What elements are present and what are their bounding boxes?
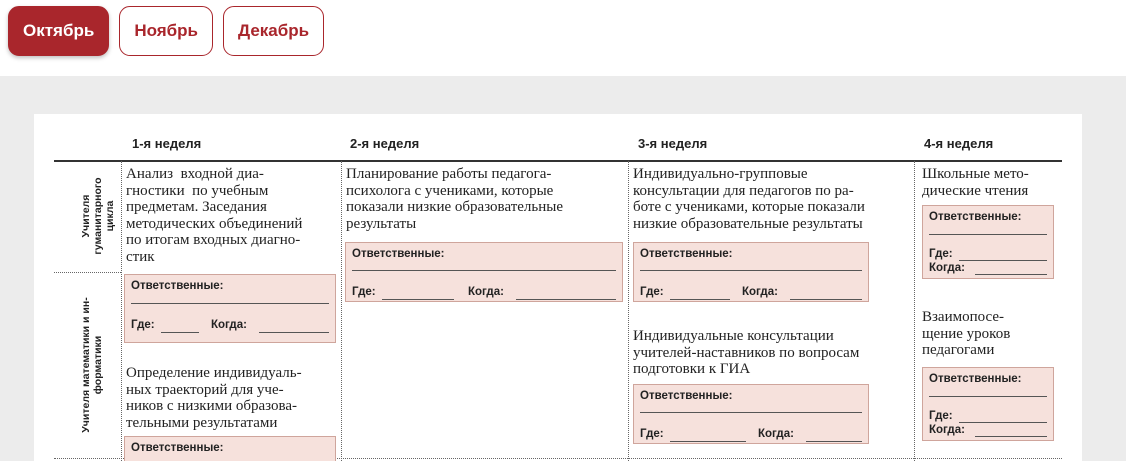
when-line <box>790 299 862 300</box>
where-line <box>161 332 199 333</box>
column-divider <box>341 161 342 461</box>
when-line <box>975 274 1047 275</box>
week-3-header: 3-я неделя <box>638 136 708 151</box>
when-line <box>975 436 1047 437</box>
week-1-header: 1-я неделя <box>132 136 202 151</box>
tab-november[interactable]: Ноябрь <box>119 6 213 56</box>
week1-task2-fields <box>124 436 336 461</box>
schedule-sheet <box>34 114 1082 461</box>
column-divider <box>121 161 122 461</box>
week4-task1: Школьные мето- дические чтения <box>922 166 1029 199</box>
where-label: Где: <box>929 410 953 422</box>
header-rule <box>54 160 1062 162</box>
tab-october[interactable]: Октябрь <box>8 6 109 56</box>
responsible-line <box>640 412 862 413</box>
column-divider <box>914 161 915 461</box>
responsible-line <box>131 303 329 304</box>
responsible-label: Ответственные: <box>131 442 224 454</box>
where-label: Где: <box>640 286 664 298</box>
where-line <box>959 260 1047 261</box>
week-4-header: 4-я неделя <box>924 136 994 151</box>
responsible-line <box>352 270 616 271</box>
where-label: Где: <box>131 319 155 331</box>
row-label-humanities: Учителя гуманитарного цикла <box>80 177 116 255</box>
when-label: Когда: <box>468 286 504 298</box>
where-label: Где: <box>352 286 376 298</box>
week2-task1: Планирование работы педагога- психолога с учениками, которые показали низкие образовательные результаты <box>346 166 564 232</box>
where-label: Где: <box>929 248 953 260</box>
week1-task2: Определение индивидуаль- ных траекторий для уче- ников с низкими образова- тельными результатами <box>126 365 302 431</box>
when-label: Когда: <box>211 319 247 331</box>
when-label: Когда: <box>929 424 965 436</box>
responsible-line <box>929 396 1047 397</box>
row-divider <box>54 272 121 273</box>
tab-december[interactable]: Декабрь <box>223 6 324 56</box>
responsible-label: Ответственные: <box>929 373 1022 385</box>
week4-task2-fields <box>922 367 1054 441</box>
week3-task2: Индивидуальные консультации учителей-наставников по вопросам подготовки к ГИА <box>633 328 860 377</box>
content-panel <box>0 76 1126 461</box>
when-line <box>516 299 616 300</box>
when-line <box>806 441 862 442</box>
week3-task1-fields <box>633 242 869 302</box>
where-line <box>959 422 1047 423</box>
responsible-label: Ответственные: <box>640 390 733 402</box>
responsible-label: Ответственные: <box>929 211 1022 223</box>
responsible-label: Ответственные: <box>131 280 224 292</box>
week4-task2: Взаимопосе- щение уроков педагогами <box>922 309 1011 358</box>
when-label: Когда: <box>929 262 965 274</box>
when-label: Когда: <box>742 286 778 298</box>
row-label-math-informatics: Учителя математики и ин-форматики <box>80 297 104 433</box>
week2-task1-fields <box>345 242 623 302</box>
when-label: Когда: <box>758 428 794 440</box>
column-divider <box>628 161 629 461</box>
week1-task1-fields <box>124 274 336 343</box>
responsible-line <box>929 234 1047 235</box>
where-label: Где: <box>640 428 664 440</box>
where-line <box>382 299 454 300</box>
where-line <box>670 299 730 300</box>
week4-task1-fields <box>922 205 1054 279</box>
responsible-label: Ответственные: <box>640 248 733 260</box>
responsible-label: Ответственные: <box>352 248 445 260</box>
week3-task2-fields <box>633 384 869 444</box>
week3-task1: Индивидуально-групповые консультации для педагогов по ра- боте с учениками, которые показали низкие образовательные результаты <box>633 166 865 232</box>
week-2-header: 2-я неделя <box>350 136 420 151</box>
month-tabs <box>8 6 324 58</box>
week1-task1: Анализ входной диа- гностики по учебным предметам. Заседания методических объединений по итогам входных диагно- стик <box>126 166 303 265</box>
responsible-line <box>640 270 862 271</box>
where-line <box>670 441 746 442</box>
when-line <box>259 332 329 333</box>
